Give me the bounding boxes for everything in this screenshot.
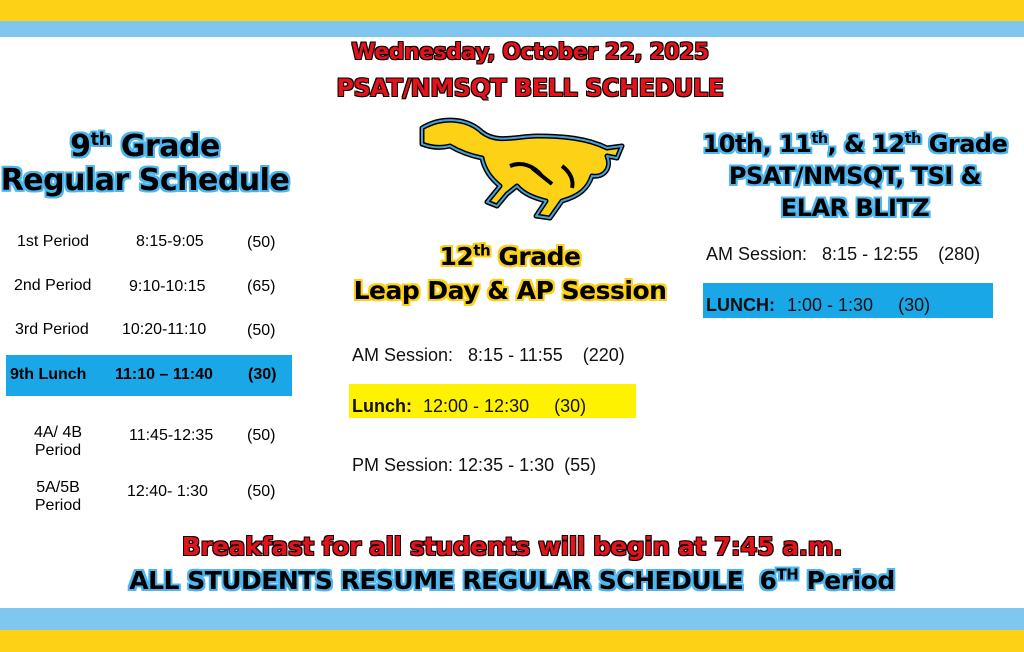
period-minutes: (50) bbox=[247, 322, 276, 339]
grade9-lunch-row bbox=[6, 355, 292, 396]
upper-title-c: Grade bbox=[920, 130, 1008, 158]
schedule-title: PSAT/NMSQT BELL SCHEDULE bbox=[336, 74, 724, 102]
lunch-label: Lunch: bbox=[352, 396, 412, 416]
grade12-title bbox=[340, 240, 680, 308]
upper-am-session: AM Session: 8:15 - 12:55 (280) bbox=[706, 244, 981, 264]
top-blue-band bbox=[0, 21, 1024, 37]
mustang-icon bbox=[412, 106, 632, 226]
grade12-num: 12 bbox=[439, 242, 474, 271]
period-time: 11:10 – 11:40 bbox=[115, 366, 213, 383]
upper-title-sup2: th bbox=[904, 131, 921, 147]
period-label-line1: 4A/ 4B bbox=[33, 424, 83, 441]
period-label bbox=[22, 424, 94, 460]
period-minutes: (50) bbox=[247, 427, 276, 444]
resume-schedule-notice bbox=[0, 566, 1024, 595]
resume-sup: TH bbox=[776, 565, 799, 584]
upper-title-line2: PSAT/NMSQT, TSI & bbox=[728, 162, 982, 190]
resume-end: Period bbox=[798, 566, 895, 595]
grade12-lunch-row bbox=[349, 384, 636, 418]
breakfast-notice: Breakfast for all students will begin at 7:45 a.m. bbox=[181, 532, 843, 561]
resume-main: ALL STUDENTS RESUME REGULAR SCHEDULE 6 bbox=[129, 566, 777, 595]
upper-grade-title bbox=[690, 128, 1020, 224]
upper-title-a: 10th, 11 bbox=[702, 130, 812, 158]
grade9-title-line2: Regular Schedule bbox=[0, 163, 290, 198]
lunch-time: 1:00 - 1:30 (30) bbox=[777, 295, 931, 315]
period-label-line2: Period bbox=[34, 442, 82, 459]
lunch-time: 12:00 - 12:30 (30) bbox=[413, 396, 587, 416]
period-label: 2nd Period bbox=[14, 277, 92, 294]
grade12-title-line2: Leap Day & AP Session bbox=[353, 276, 667, 305]
grade9-title bbox=[0, 130, 290, 198]
grade9-word: Grade bbox=[110, 129, 220, 164]
period-time: 8:15-9:05 bbox=[136, 233, 204, 250]
period-label: 3rd Period bbox=[15, 321, 89, 338]
grade9-num: 9 bbox=[70, 129, 91, 164]
period-label bbox=[22, 479, 94, 515]
upper-title-line3: ELAR BLITZ bbox=[780, 194, 930, 222]
bottom-yellow-band bbox=[0, 630, 1024, 652]
grade12-am-session: AM Session: 8:15 - 11:55 (220) bbox=[352, 345, 625, 365]
period-minutes: (30) bbox=[248, 366, 277, 383]
schedule-date: Wednesday, October 22, 2025 bbox=[351, 40, 709, 65]
upper-title-sup1: th bbox=[811, 131, 828, 147]
period-time: 10:20-11:10 bbox=[122, 321, 207, 338]
upper-title-b: , & 12 bbox=[827, 130, 905, 158]
grade12-sup: th bbox=[473, 241, 491, 260]
lunch-label: LUNCH: bbox=[706, 295, 775, 315]
period-time: 12:40- 1:30 bbox=[127, 483, 208, 500]
period-label-line2: Period bbox=[34, 497, 82, 514]
grade12-word: Grade bbox=[490, 242, 581, 271]
period-minutes: (50) bbox=[247, 483, 276, 500]
top-yellow-band bbox=[0, 0, 1024, 21]
period-time: 11:45-12:35 bbox=[129, 427, 214, 444]
bottom-blue-band bbox=[0, 608, 1024, 630]
grade12-pm-session: PM Session: 12:35 - 1:30 (55) bbox=[352, 455, 597, 475]
period-minutes: (50) bbox=[247, 234, 276, 251]
upper-lunch-row bbox=[703, 283, 993, 318]
period-label: 1st Period bbox=[17, 233, 90, 250]
period-label-line1: 5A/5B bbox=[36, 479, 80, 496]
grade9-sup: th bbox=[90, 129, 111, 150]
period-label: 9th Lunch bbox=[10, 366, 87, 383]
period-time: 9:10-10:15 bbox=[129, 278, 206, 295]
period-minutes: (65) bbox=[247, 278, 276, 295]
